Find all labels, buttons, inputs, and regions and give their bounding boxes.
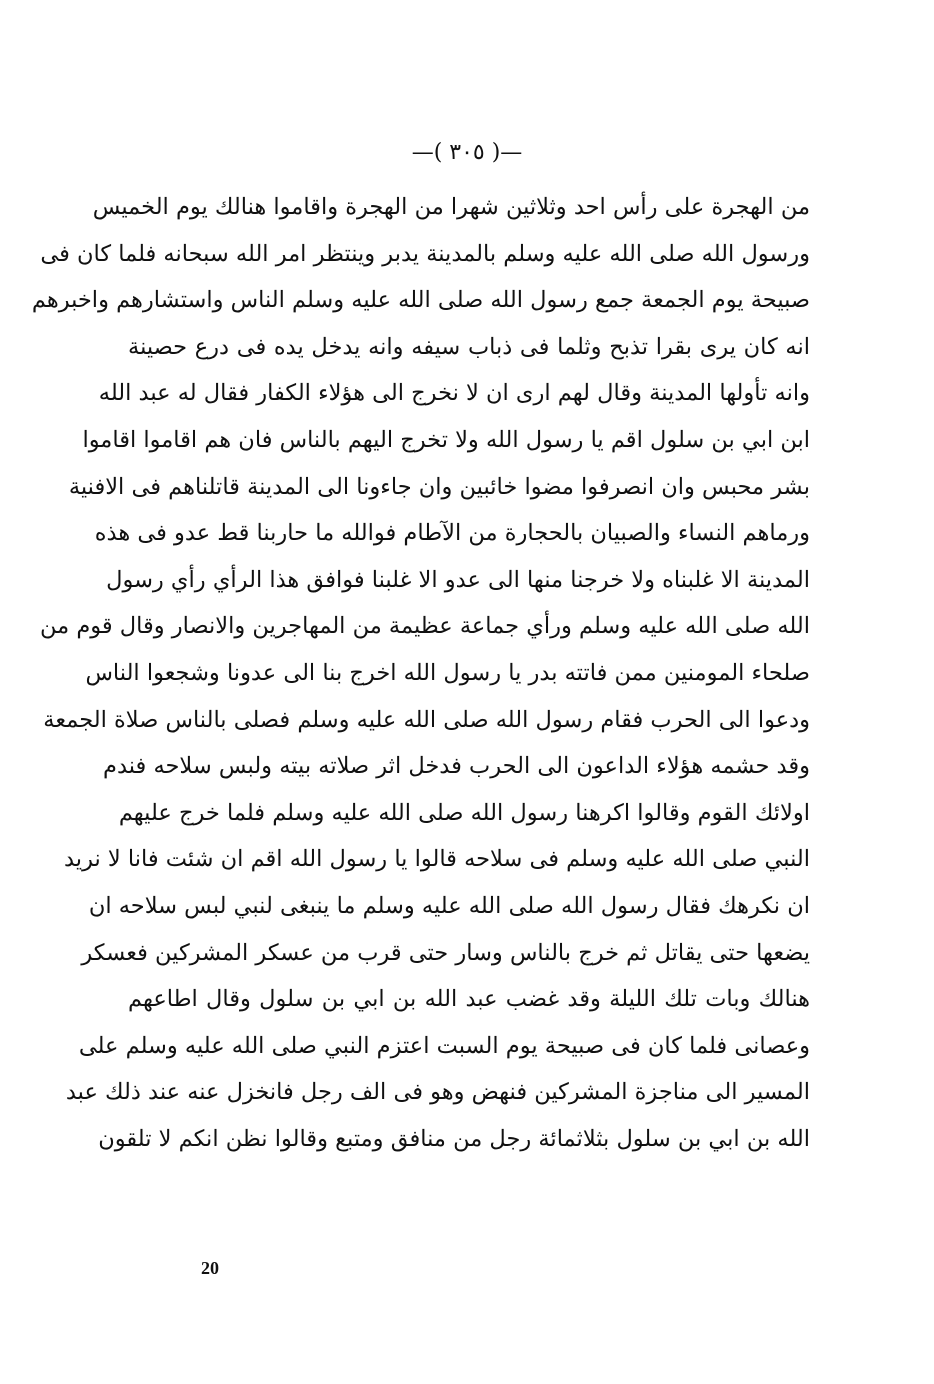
- text-line: اولائك القوم وقالوا اكرهنا رسول الله صلى الله عليه وسلم فلما خرج عليهم: [118, 799, 810, 826]
- text-line: المسير الى مناجزة المشركين فنهض وهو فى الف رجل فانخزل عنه عند ذلك عبد: [65, 1079, 810, 1106]
- text-line: ان نكرهك فقال رسول الله صلى الله عليه وسلم ما ينبغى لنبي لبس سلاحه ان: [88, 892, 810, 919]
- text-line: المدينة الا غلبناه ولا خرجنا منها الى عدو الا غلبنا فوافق هذا الرأي رأي رسول: [106, 566, 810, 593]
- text-line: النبي صلى الله عليه وسلم فى سلاحه قالوا يا رسول الله اقم ان شئت فانا لا نريد: [64, 846, 810, 873]
- signature-mark: 20: [201, 1258, 219, 1278]
- text-line: وقد حشمه هؤلاء الداعون الى الحرب فدخل اثر صلاته بيته ولبس سلاحه فندم: [103, 753, 810, 780]
- text-line: الله بن ابي بن سلول بثلاثمائة رجل من منافق ومتبع وقالوا نظن انكم لا تلقون: [98, 1125, 810, 1152]
- text-line: صبيحة يوم الجمعة جمع رسول الله صلى الله عليه وسلم الناس واستشارهم واخبرهم: [31, 287, 810, 314]
- text-line: وانه تأولها المدينة وقال لهم ارى ان لا نخرج الى هؤلاء الكفار فقال له عبد الله: [98, 380, 810, 407]
- text-line: من الهجرة على رأس احد وثلاثين شهرا من الهجرة واقاموا هنالك يوم الخميس: [92, 194, 810, 220]
- text-line: ابن ابي بن سلول اقم يا رسول الله ولا تخرج اليهم بالناس فان هم اقاموا اقاموا: [82, 426, 810, 453]
- text-line: صلحاء المومنين ممن فاتته بدر يا رسول الله اخرج بنا الى عدونا وشجعوا الناس: [85, 659, 810, 686]
- text-line: الله صلى الله عليه وسلم ورأي جماعة عظيمة من المهاجرين والانصار وقال قوم من: [40, 613, 810, 640]
- text-line: انه كان يرى بقرا تذبح وثلما فى ذباب سيفه وانه يدخل يده فى درع حصينة: [128, 333, 810, 360]
- body-text: [31, 184, 810, 1162]
- text-line: بشر محبس وان انصرفوا مضوا خائبين وان جاءونا الى المدينة قاتلناهم فى الافنية: [68, 473, 810, 500]
- text-line: وعصانى فلما كان فى صبيحة يوم السبت اعتزم النبي صلى الله عليه وسلم على: [78, 1032, 810, 1059]
- page-number: —( ٣٠٥ )—: [411, 140, 523, 165]
- text-line: ودعوا الى الحرب فقام رسول الله صلى الله عليه وسلم فصلى بالناس صلاة الجمعة: [43, 706, 810, 733]
- text-line: ورسول الله صلى الله عليه وسلم بالمدينة يدبر وينتظر امر الله سبحانه فلما كان فى: [40, 240, 810, 267]
- text-line: هنالك وبات تلك الليلة وقد غضب عبد الله بن ابي بن سلول وقال اطاعهم: [128, 986, 810, 1013]
- text-line: ورماهم النساء والصبيان بالحجارة من الآطام فوالله ما حاربنا قط عدو فى هذه: [94, 520, 810, 547]
- text-line: يضعها حتى يقاتل ثم خرج بالناس وسار حتى قرب من عسكر المشركين فعسكر: [81, 939, 810, 966]
